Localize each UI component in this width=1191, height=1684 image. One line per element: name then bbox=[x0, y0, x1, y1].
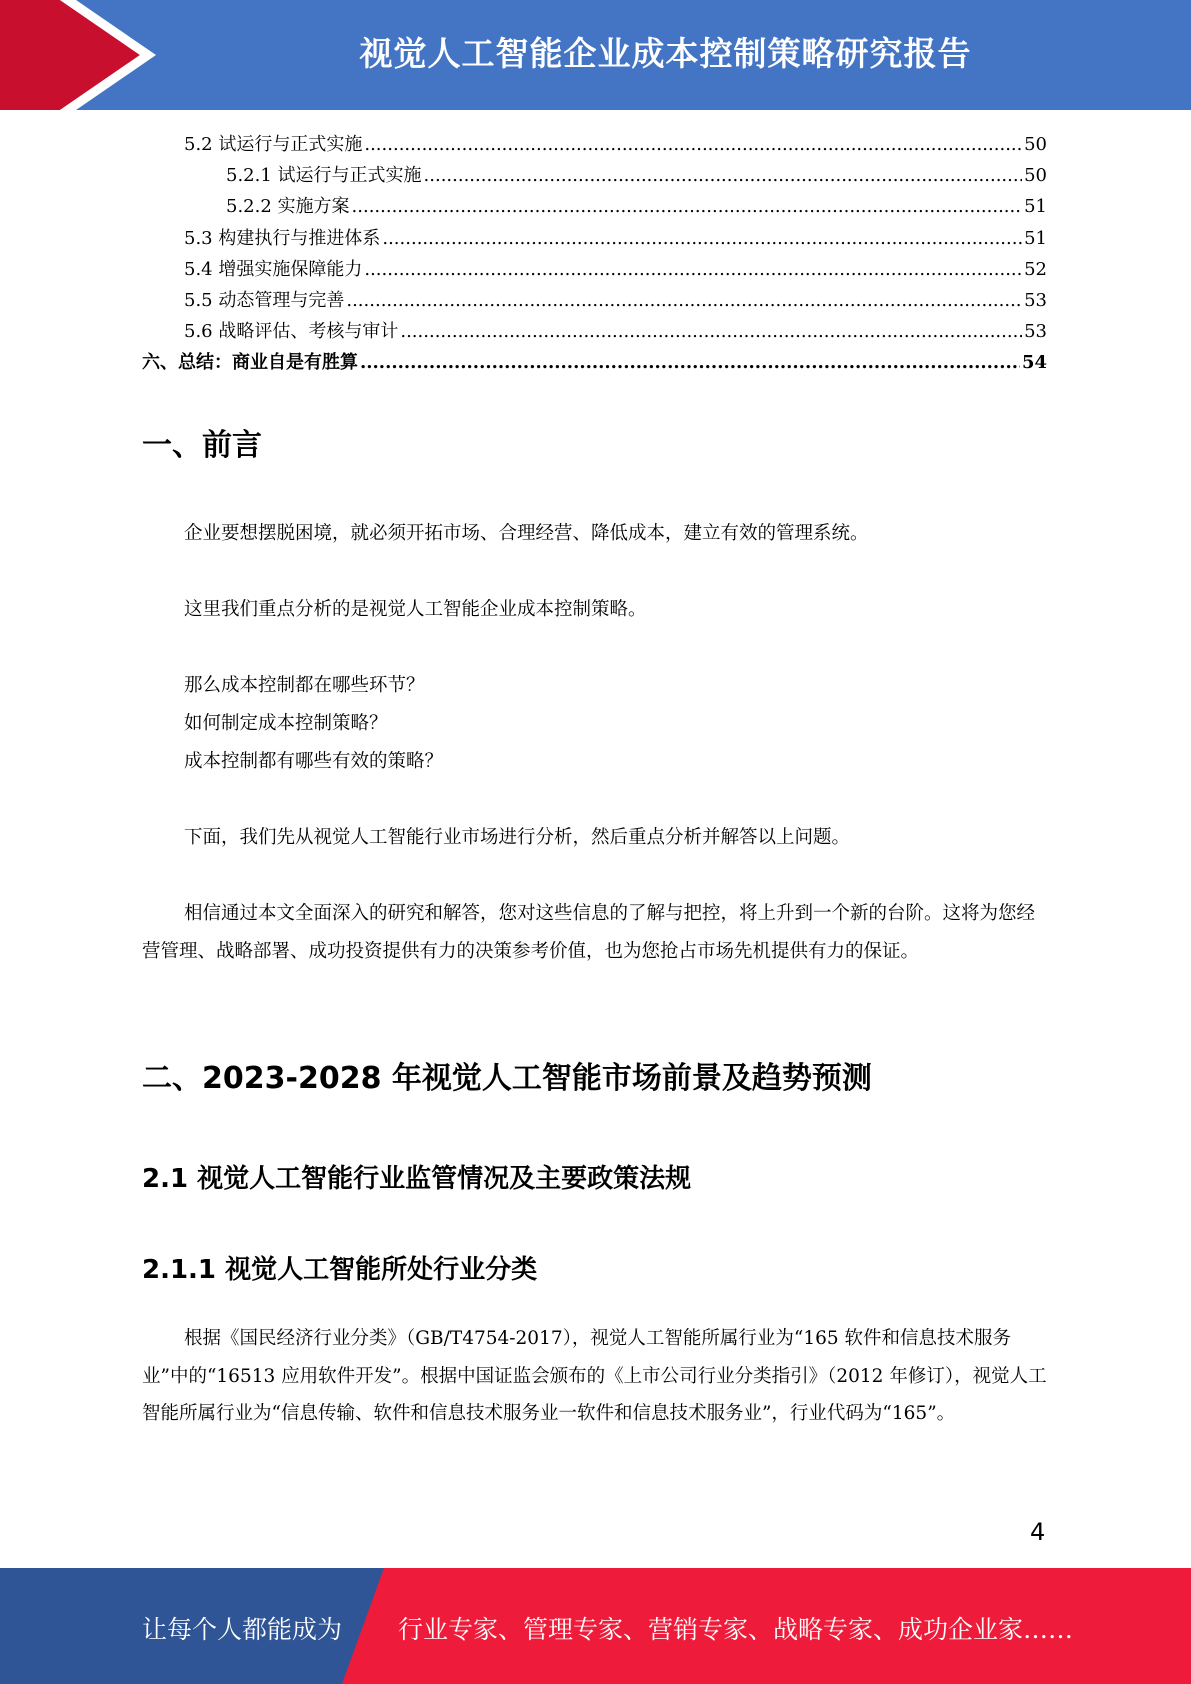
toc-entry-page: 53 bbox=[1024, 321, 1047, 343]
toc-entry-page: 53 bbox=[1024, 289, 1047, 311]
toc-entry[interactable] bbox=[142, 192, 1047, 223]
preface-question: 那么成本控制都在哪些环节？ bbox=[184, 675, 425, 696]
toc-entry-label: 5.4 增强实施保障能力 bbox=[184, 258, 363, 280]
toc-entry-label: 5.2 试运行与正式实施 bbox=[184, 134, 363, 155]
toc-entry-label: 5.3 构建执行与推进体系 bbox=[184, 227, 381, 249]
toc-entry-label: 5.6 战略评估、考核与审计 bbox=[184, 321, 399, 343]
market-sub-sub-heading: 2.1.1 视觉人工智能所处行业分类 bbox=[142, 1255, 538, 1285]
preface-question: 成本控制都有哪些有效的策略？ bbox=[184, 751, 444, 772]
industry-classification-paragraph: 根据《国民经济行业分类》（GB/T4754-2017），视觉人工智能所属行业为“165 软件和信息技术服务业”中的“16513 应用软件开发”。根据中国证监会颁布的《上市公司行业分类指引》（2012 年修订），视觉人工智能所属行业为“信息传输、软件和信息技术服务业一软件和信息技术服务业”，行业代码为“165”。 bbox=[142, 1328, 1047, 1424]
page-number: 4 bbox=[1030, 1518, 1046, 1546]
toc-entry[interactable] bbox=[142, 224, 1047, 255]
preface-paragraph: 企业要想摆脱困境，就必须开拓市场、合理经营、降低成本，建立有效的管理系统。 bbox=[184, 523, 869, 544]
toc-entry[interactable] bbox=[142, 161, 1047, 192]
toc-entry-page: 52 bbox=[1024, 258, 1047, 280]
toc-leader-dots bbox=[400, 321, 1022, 342]
toc-entry-page: 50 bbox=[1024, 165, 1047, 187]
toc-entry-page: 51 bbox=[1024, 196, 1047, 218]
toc-entry[interactable] bbox=[142, 130, 1047, 161]
toc-entry[interactable] bbox=[142, 317, 1047, 348]
market-sub-heading: 2.1 视觉人工智能行业监管情况及主要政策法规 bbox=[142, 1164, 692, 1194]
toc-leader-dots bbox=[352, 196, 1023, 217]
preface-paragraph: 下面，我们先从视觉人工智能行业市场进行分析，然后重点分析并解答以上问题。 bbox=[184, 827, 851, 848]
toc-leader-dots bbox=[360, 352, 1020, 373]
toc-entry-page: 54 bbox=[1021, 352, 1047, 374]
footer-banner bbox=[0, 1568, 1191, 1684]
preface-paragraph: 相信通过本文全面深入的研究和解答，您对这些信息的了解与把控，将上升到一个新的台阶。这将为您经营管理、战略部署、成功投资提供有力的决策参考价值，也为您抢占市场先机提供有力的保证。 bbox=[142, 903, 1036, 962]
toc-entry[interactable] bbox=[142, 255, 1047, 286]
preface-paragraph: 这里我们重点分析的是视觉人工智能企业成本控制策略。 bbox=[184, 599, 647, 620]
toc-leader-dots bbox=[346, 290, 1022, 311]
market-heading: 二、2023-2028 年视觉人工智能市场前景及趋势预测 bbox=[142, 1061, 872, 1096]
toc-entry-label: 六、总结：商业自是有胜算 bbox=[142, 352, 358, 374]
toc-leader-dots bbox=[424, 165, 1023, 186]
toc-entry[interactable] bbox=[142, 286, 1047, 317]
toc-leader-dots bbox=[364, 259, 1022, 280]
toc-entry-label: 5.5 动态管理与完善 bbox=[184, 289, 345, 311]
toc-entry-label: 5.2.1 试运行与正式实施 bbox=[226, 165, 422, 187]
toc-entry-chapter[interactable] bbox=[142, 348, 1047, 379]
toc-leader-dots bbox=[382, 228, 1022, 249]
report-title: 视觉人工智能企业成本控制策略研究报告 bbox=[359, 34, 972, 73]
toc-entry-page: 50 bbox=[1024, 134, 1047, 155]
table-of-contents bbox=[142, 130, 1047, 380]
toc-entry-page: 51 bbox=[1024, 227, 1047, 249]
footer-slogan-left: 让每个人都能成为 bbox=[142, 1615, 343, 1644]
footer-slogan-right: 行业专家、管理专家、营销专家、战略专家、成功企业家…… bbox=[398, 1615, 1074, 1644]
toc-entry-label: 5.2.2 实施方案 bbox=[226, 196, 350, 218]
toc-leader-dots bbox=[364, 134, 1022, 155]
header-banner bbox=[0, 0, 1191, 110]
preface-heading: 一、前言 bbox=[142, 428, 262, 463]
preface-question: 如何制定成本控制策略？ bbox=[184, 713, 388, 734]
